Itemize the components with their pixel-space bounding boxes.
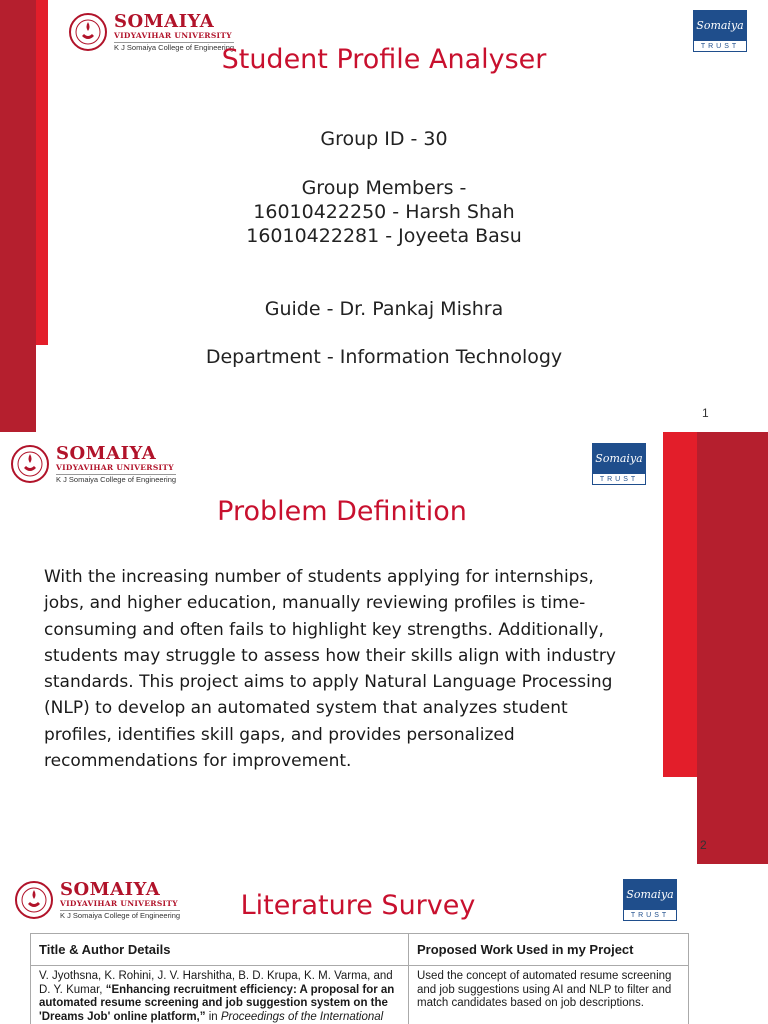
table-header-title-authors: Title & Author Details (31, 934, 409, 966)
logo-name: SOMAIYA (60, 879, 161, 900)
trust-word: TRUST (623, 910, 677, 921)
table-header-row (31, 934, 689, 966)
member-1: 16010422250 - Harsh Shah (253, 201, 515, 223)
somaiya-logo (14, 880, 180, 920)
guide: Guide - Dr. Pankaj Mishra (264, 298, 504, 320)
slide-1-title: Student Profile Analyser (221, 44, 547, 75)
right-accent-bar-dark (697, 432, 768, 864)
logo-university: VIDYAVIHAR UNIVERSITY (114, 30, 232, 40)
reference-paper-title: “Enhancing recruitment efficiency: A proposal for an automated resume screening and job suggestion system on the 'Dreams Job' online platform,” (39, 983, 395, 1023)
logo-university: VIDYAVIHAR UNIVERSITY (60, 898, 178, 908)
reference-venue: Proceedings of the International (220, 1010, 384, 1023)
somaiya-logo (10, 444, 176, 484)
slide-1 (0, 0, 768, 432)
slide-3 (0, 864, 768, 1024)
logo-university: VIDYAVIHAR UNIVERSITY (56, 462, 174, 472)
page-number-2: 2 (700, 838, 707, 852)
table-row (31, 966, 689, 1024)
page-number-1: 1 (702, 406, 709, 420)
literature-survey-table (30, 933, 689, 1024)
group-id: Group ID - 30 (320, 128, 448, 150)
reference-venue-prefix: in (205, 1010, 221, 1023)
slide-3-title: Literature Survey (240, 890, 476, 921)
somaiya-trust-logo (592, 443, 646, 485)
trust-script: Somaiya (623, 879, 677, 910)
logo-college: K J Somaiya College of Engineering (60, 911, 181, 921)
table-cell-proposed-work: Used the concept of automated resume screening and job suggestions using AI and NLP to filter and match candidates based on job descriptions. (409, 966, 689, 1024)
trust-word: TRUST (592, 474, 646, 485)
table-cell-reference (31, 966, 409, 1024)
trust-script: Somaiya (592, 443, 646, 474)
somaiya-emblem-icon (10, 444, 50, 484)
reference-authors: V. Jyothsna, K. Rohini, J. V. Harshitha, B. D. Krupa, K. M. Varma, and D. Y. Kumar, (39, 970, 393, 996)
logo-name: SOMAIYA (114, 11, 215, 32)
slide-2 (0, 432, 768, 864)
trust-script: Somaiya (693, 10, 747, 41)
slide-2-title: Problem Definition (217, 496, 467, 527)
member-2: 16010422281 - Joyeeta Basu (246, 225, 522, 247)
logo-college: K J Somaiya College of Engineering (114, 43, 235, 53)
somaiya-trust-logo (623, 879, 677, 921)
logo-name: SOMAIYA (56, 443, 157, 464)
table-header-proposed-work: Proposed Work Used in my Project (409, 934, 689, 966)
members-heading: Group Members - (301, 177, 467, 199)
department: Department - Information Technology (205, 346, 563, 368)
logo-college: K J Somaiya College of Engineering (56, 475, 177, 485)
somaiya-emblem-icon (14, 880, 54, 920)
trust-word: TRUST (693, 41, 747, 52)
problem-definition-text: With the increasing number of students applying for internships, jobs, and higher education, manually reviewing profiles is time-consuming and often fails to highlight key strengths. Additionally, students may struggle to assess how their skills align with industry standards. This project aims to apply Natural Language Processing (NLP) to develop an automated system that analyzes student profiles, identifies skill gaps, and provides personalized recommendations for improvement. (44, 567, 616, 772)
